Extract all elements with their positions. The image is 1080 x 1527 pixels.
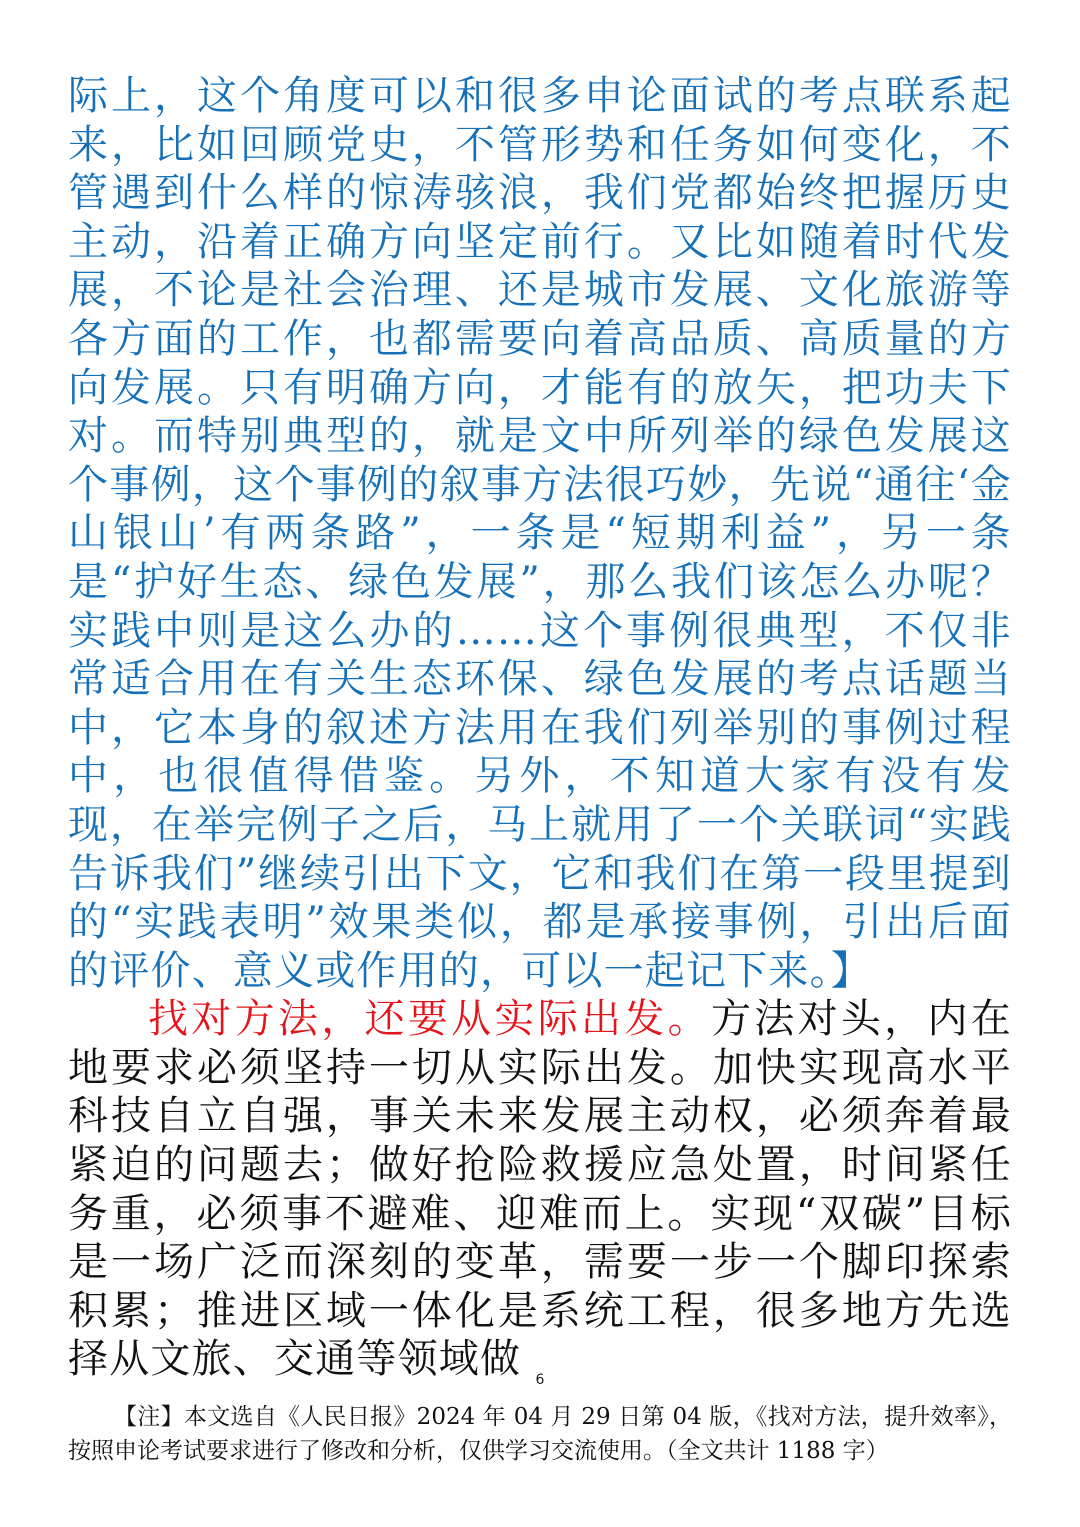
page-number: 6 [535, 1372, 545, 1388]
section-lead-sentence: 找对方法，还要从实际出发。 [148, 996, 711, 1043]
main-content [68, 72, 1012, 1384]
commentary-paragraph: 际上，这个角度可以和很多申论面试的考点联系起来，比如回顾党史，不管形势和任务如何变化，不管遇到什么样的惊涛骇浪，我们党都始终把握历史主动，沿着正确方向坚定前行。又比如随着时代发展，不论是社会治理、还是城市发展、文化旅游等各方面的工作，也都需要向着高品质、高质量的方向发展。只有明确方向，才能有的放矢，把功夫下对。而特别典型的，就是文中所列举的绿色发展这个事例，这个事例的叙事方法很巧妙，先说“通往‘金山银山’有两条路”，一条是“短期利益”，另一条是“护好生态、绿色发展”，那么我们该怎么办呢？实践中则是这么办的……这个事例很典型，不仅非常适合用在有关生态环保、绿色发展的考点话题当中，它本身的叙述方法用在我们列举别的事例过程中，也很值得借鉴。另外，不知道大家有没有发现，在举完例子之后，马上就用了一个关联词“实践告诉我们”继续引出下文，它和我们在第一段里提到的“实践表明”效果类似，都是承接事例，引出后面的评价、意义或作用的，可以一起记下来。】 [68, 73, 1012, 994]
source-note: 【注】本文选自《人民日报》2024 年 04 月 29 日第 04 版，《找对方法，提升效率》，按照申论考试要求进行了修改和分析，仅供学习交流使用。（全文共计 1188 字） [68, 1404, 1012, 1464]
body-paragraph [68, 995, 1012, 1384]
body-paragraph-text: 方法对头，内在地要求必须坚持一切从实际出发。加快实现高水平科技自立自强，事关未来发展主动权，必须奔着最紧迫的问题去；做好抢险救援应急处置，时间紧任务重，必须事不避难、迎难而上。实现“双碳”目标是一场广泛而深刻的变革，需要一步一个脚印探索积累；推进区域一体化是系统工程，很多地方先选择从文旅、交通等领域做 [68, 996, 1012, 1383]
